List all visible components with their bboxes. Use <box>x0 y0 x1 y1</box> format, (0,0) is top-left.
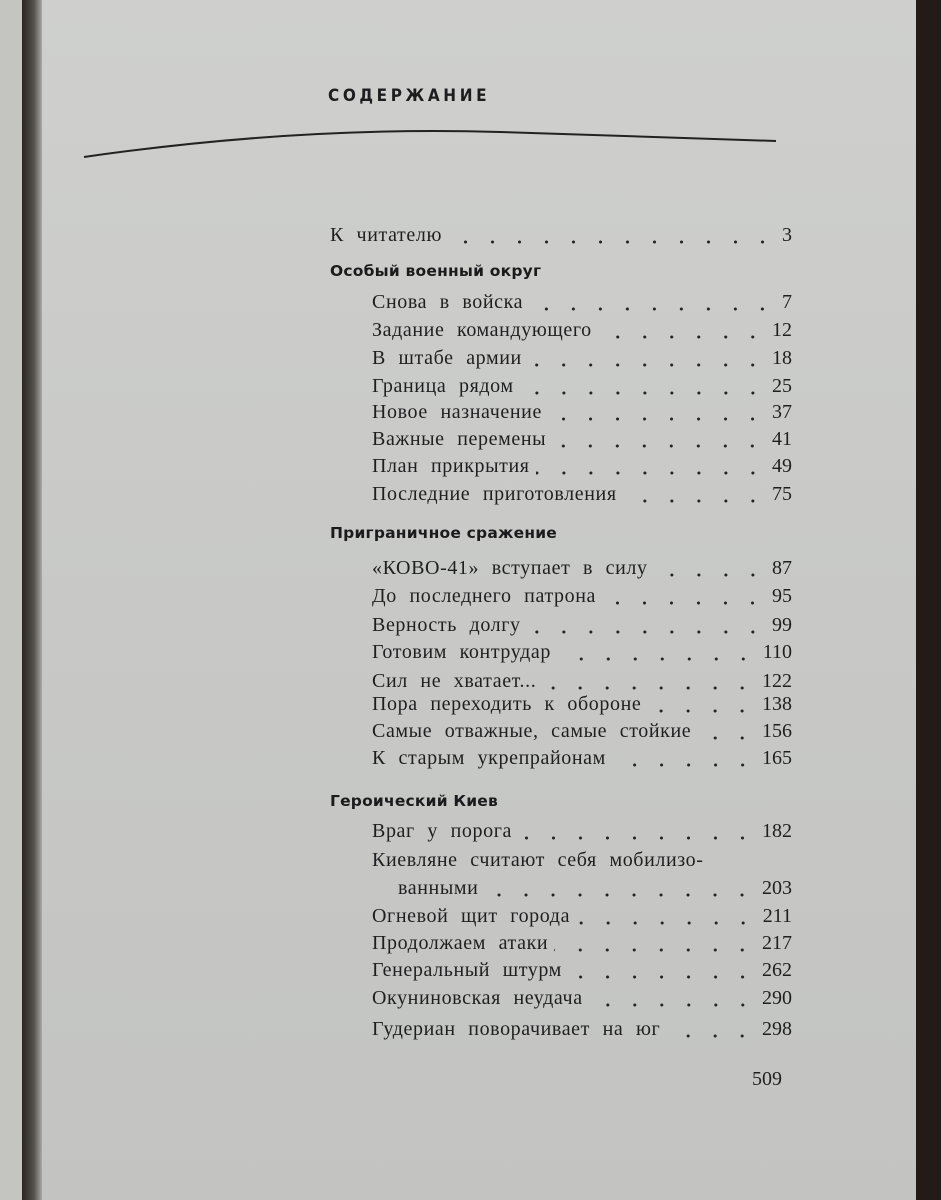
entry-title: Верность долгу <box>372 614 521 636</box>
toc-entry <box>372 557 792 583</box>
toc-entry <box>372 987 792 1013</box>
entry-page-number: 41 <box>772 428 792 450</box>
dot-leader <box>623 499 766 503</box>
dot-leader <box>542 686 756 690</box>
entry-page-number: 165 <box>762 747 792 769</box>
entry-title: Окуниновская неудача <box>372 987 583 1009</box>
entry-page-number: 262 <box>762 959 792 981</box>
entry-title: Задание командующего <box>372 319 592 341</box>
entry-page-number: 110 <box>762 641 792 663</box>
entry-page-number: 37 <box>772 401 792 423</box>
toc-entry <box>372 693 792 719</box>
dot-leader <box>568 975 756 979</box>
section-heading: Особый военный округ <box>330 262 542 280</box>
dot-leader <box>528 363 766 367</box>
toc-entry <box>372 720 792 746</box>
page-title: СОДЕРЖАНИЕ <box>328 86 491 106</box>
entry-page-number: 7 <box>782 291 792 313</box>
entry-page-number: 95 <box>772 585 792 607</box>
entry-page-number: 49 <box>772 455 792 477</box>
entry-title: Огневой щит города <box>372 905 571 927</box>
entry-title: Враг у порога <box>372 820 513 842</box>
entry-page-number: 99 <box>772 614 792 636</box>
dot-leader <box>589 1003 756 1007</box>
entry-title: Пора переходить к обороне <box>372 693 642 715</box>
dot-leader <box>576 921 757 925</box>
page-number: 509 <box>752 1068 782 1090</box>
dot-leader <box>612 763 756 767</box>
toc-entry <box>372 428 792 454</box>
entry-title: До последнего патрона <box>372 585 597 607</box>
dot-leader <box>518 836 756 840</box>
dot-leader <box>654 573 766 577</box>
toc-entry <box>372 641 792 667</box>
entry-page-number: 217 <box>762 932 792 954</box>
toc-entry <box>372 1018 792 1044</box>
entry-title: Сил не хватает... <box>372 670 537 692</box>
toc-entry <box>372 747 792 773</box>
dot-leader <box>697 736 756 740</box>
toc-entry <box>372 347 792 373</box>
entry-title: Продолжаем атаки <box>372 932 549 954</box>
entry-title: «КОВО-41» вступает в силу <box>372 557 648 579</box>
section-heading: Героический Киев <box>330 792 499 810</box>
dot-leader <box>548 417 766 421</box>
entry-title: Новое назначение <box>372 401 542 423</box>
entry-title: К читателю <box>330 224 442 246</box>
toc-entry <box>372 319 792 345</box>
toc-entry <box>398 877 792 903</box>
dot-leader <box>520 391 766 395</box>
entry-page-number: 156 <box>762 720 792 742</box>
entry-title: Генеральный штурм <box>372 959 562 981</box>
toc-entry <box>372 401 792 427</box>
entry-title: Снова в войска <box>372 291 524 313</box>
toc-entry <box>372 932 792 958</box>
entry-page-number: 211 <box>762 905 792 927</box>
dot-leader <box>647 709 756 713</box>
entry-page-number: 122 <box>762 670 792 692</box>
dot-leader <box>536 471 766 475</box>
dot-leader <box>529 307 776 311</box>
dot-leader <box>554 948 756 952</box>
entry-page-number: 75 <box>772 483 792 505</box>
dot-leader <box>557 657 757 661</box>
dot-leader <box>484 893 756 897</box>
toc-entry <box>372 905 792 931</box>
dot-leader <box>710 865 786 869</box>
entry-page-number: 298 <box>762 1018 792 1040</box>
entry-title: Готовим контрудар <box>372 641 551 663</box>
toc-entry <box>372 849 792 875</box>
entry-page-number: 290 <box>762 987 792 1009</box>
section-heading: Приграничное сражение <box>330 524 558 542</box>
toc-entry <box>330 224 792 250</box>
entry-page-number: 3 <box>782 224 792 246</box>
title-rule <box>0 0 941 200</box>
toc-entry <box>372 614 792 640</box>
entry-title: Самые отважные, самые стойкие <box>372 720 692 742</box>
dot-leader <box>666 1034 756 1038</box>
toc-entry <box>372 483 792 509</box>
entry-title: Важные перемены <box>372 428 547 450</box>
dot-leader <box>552 444 766 448</box>
toc-entry <box>372 455 792 481</box>
entry-title: План прикрытия <box>372 455 530 477</box>
entry-title: ванными <box>398 877 479 899</box>
toc-entry <box>372 585 792 611</box>
entry-title: К старым укрепрайонам <box>372 747 606 769</box>
entry-page-number: 138 <box>762 693 792 715</box>
entry-title: В штабе армии <box>372 347 522 369</box>
toc-entry <box>372 959 792 985</box>
dot-leader <box>527 630 766 634</box>
dot-leader <box>602 601 766 605</box>
toc-entry <box>372 820 792 846</box>
entry-title: Киевляне считают себя мобилизо- <box>372 849 704 871</box>
entry-page-number: 12 <box>772 319 792 341</box>
entry-page-number: 203 <box>762 877 792 899</box>
entry-title: Последние приготовления <box>372 483 617 505</box>
toc-entry <box>372 375 792 401</box>
entry-title: Граница рядом <box>372 375 514 397</box>
entry-page-number: 25 <box>772 375 792 397</box>
entry-title: Гудериан поворачивает на юг <box>372 1018 661 1040</box>
dot-leader <box>598 335 766 339</box>
entry-page-number: 18 <box>772 347 792 369</box>
entry-page-number: 87 <box>772 557 792 579</box>
dot-leader <box>448 240 776 244</box>
toc-entry <box>372 291 792 317</box>
entry-page-number: 182 <box>762 820 792 842</box>
